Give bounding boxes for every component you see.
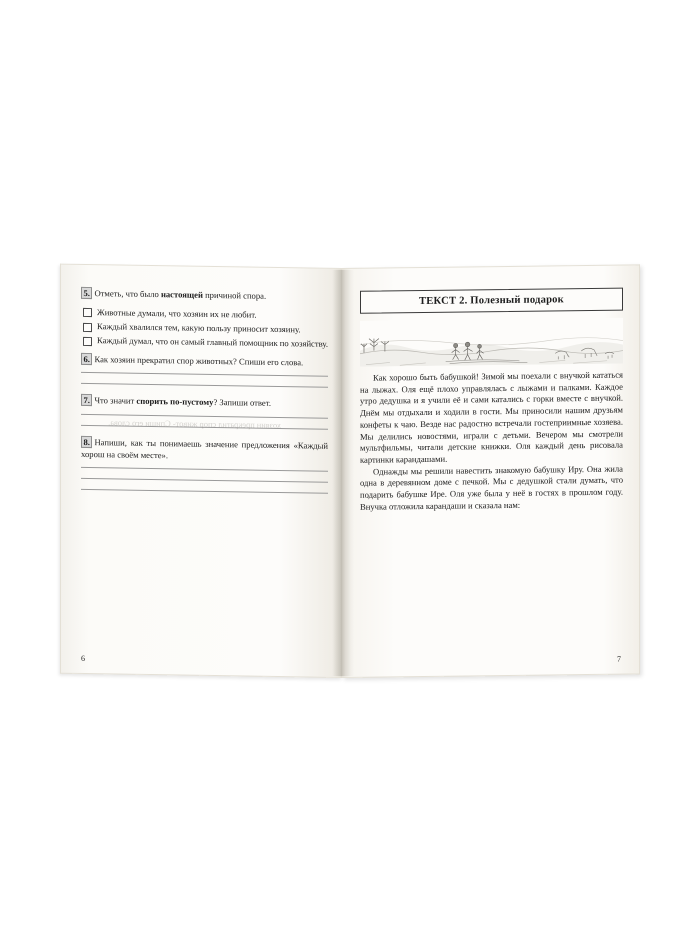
writing-line[interactable] — [81, 489, 328, 494]
task-7 — [81, 394, 328, 410]
page-number-right: 7 — [617, 654, 621, 664]
task-6-answer-lines[interactable] — [81, 372, 328, 388]
option-row[interactable] — [81, 321, 328, 336]
left-page — [60, 264, 342, 678]
task-6-number: 6. — [81, 353, 92, 365]
bleed-through-text: хозяин прекратил спор живот- Спиши его слова. — [108, 418, 281, 431]
option-row[interactable] — [81, 335, 328, 350]
writing-line[interactable] — [81, 467, 328, 472]
task-5-options — [81, 306, 328, 350]
option-row[interactable] — [81, 306, 328, 321]
task-8-answer-lines[interactable] — [81, 467, 328, 494]
story-paragraph-1: Как хорошо быть бабушкой! Зимой мы поехали с внучкой кататься на лыжах. Оля ещё плохо управлялась с лыжами и палками. Каждое утро дедушка и я учили её и сами катались с горки вместе с внучкой. Днём мы отдыхали и ходили в гости. Мы приносили нашим друзьям конфеты к чаю. Везде нас радостно встречали гостеприимные хозяева. Мы делились новостями, играли с детьми. Вечером мы смотрели мультфильмы, читали детские книжки. Оля каждый день рисовала картинки карандашами. — [360, 369, 623, 465]
writing-line[interactable] — [81, 372, 328, 377]
option-label: Животные думали, что хозяин их не любит. — [97, 306, 257, 320]
right-page — [342, 264, 640, 678]
left-page-content — [61, 265, 342, 677]
task-5-prompt-a: Отметь, что было — [94, 288, 161, 300]
task-8-number: 8. — [81, 436, 92, 448]
checkbox-icon[interactable] — [83, 308, 92, 317]
checkbox-icon[interactable] — [83, 322, 92, 331]
writing-line[interactable] — [81, 425, 328, 430]
writing-line[interactable] — [81, 414, 328, 419]
right-page-content — [342, 265, 639, 677]
task-5 — [81, 287, 328, 303]
option-label: Каждый думал, что он самый главный помощник по хозяйству. — [97, 335, 328, 350]
task-5-number: 5. — [81, 287, 92, 299]
open-workbook — [60, 268, 640, 678]
option-label: Каждый хвалился тем, какую пользу приносит хозяину. — [97, 321, 301, 335]
task-5-prompt-c: причиной спора. — [202, 289, 267, 301]
task-6 — [81, 353, 328, 369]
illustration-svg — [360, 318, 623, 367]
task-7-answer-lines[interactable] — [81, 414, 328, 430]
text-title: ТЕКСТ 2. Полезный подарок — [360, 288, 623, 314]
task-7-prompt-a: Что значит — [94, 395, 137, 407]
writing-line[interactable] — [81, 383, 328, 388]
winter-scene-illustration — [360, 318, 623, 367]
task-7-number: 7. — [81, 394, 92, 406]
task-8-prompt: Напиши, как ты понимаешь значение предложения «Каждый хорош на своём месте». — [81, 437, 328, 460]
task-7-prompt-bold: спорить по-пустому — [136, 396, 214, 408]
story-paragraph-2: Однажды мы решили навестить знакомую бабушку Иру. Она жила одна в деревянном доме с печкой. Мы с дедушкой стали думать, что подарить бабушке Ире. Оля уже была у неё в гостях в прошлом году. Внучка отложила карандаши и сказала нам: — [360, 463, 623, 512]
task-8 — [81, 436, 328, 464]
checkbox-icon[interactable] — [83, 337, 92, 346]
task-7-prompt-c: ? Запиши ответ. — [213, 397, 271, 409]
page-number-left: 6 — [81, 653, 85, 663]
task-5-prompt-bold: настоящей — [160, 289, 203, 300]
writing-line[interactable] — [81, 478, 328, 483]
task-6-prompt: Как хозяин прекратил спор животных? Спиши его слова. — [94, 353, 304, 368]
